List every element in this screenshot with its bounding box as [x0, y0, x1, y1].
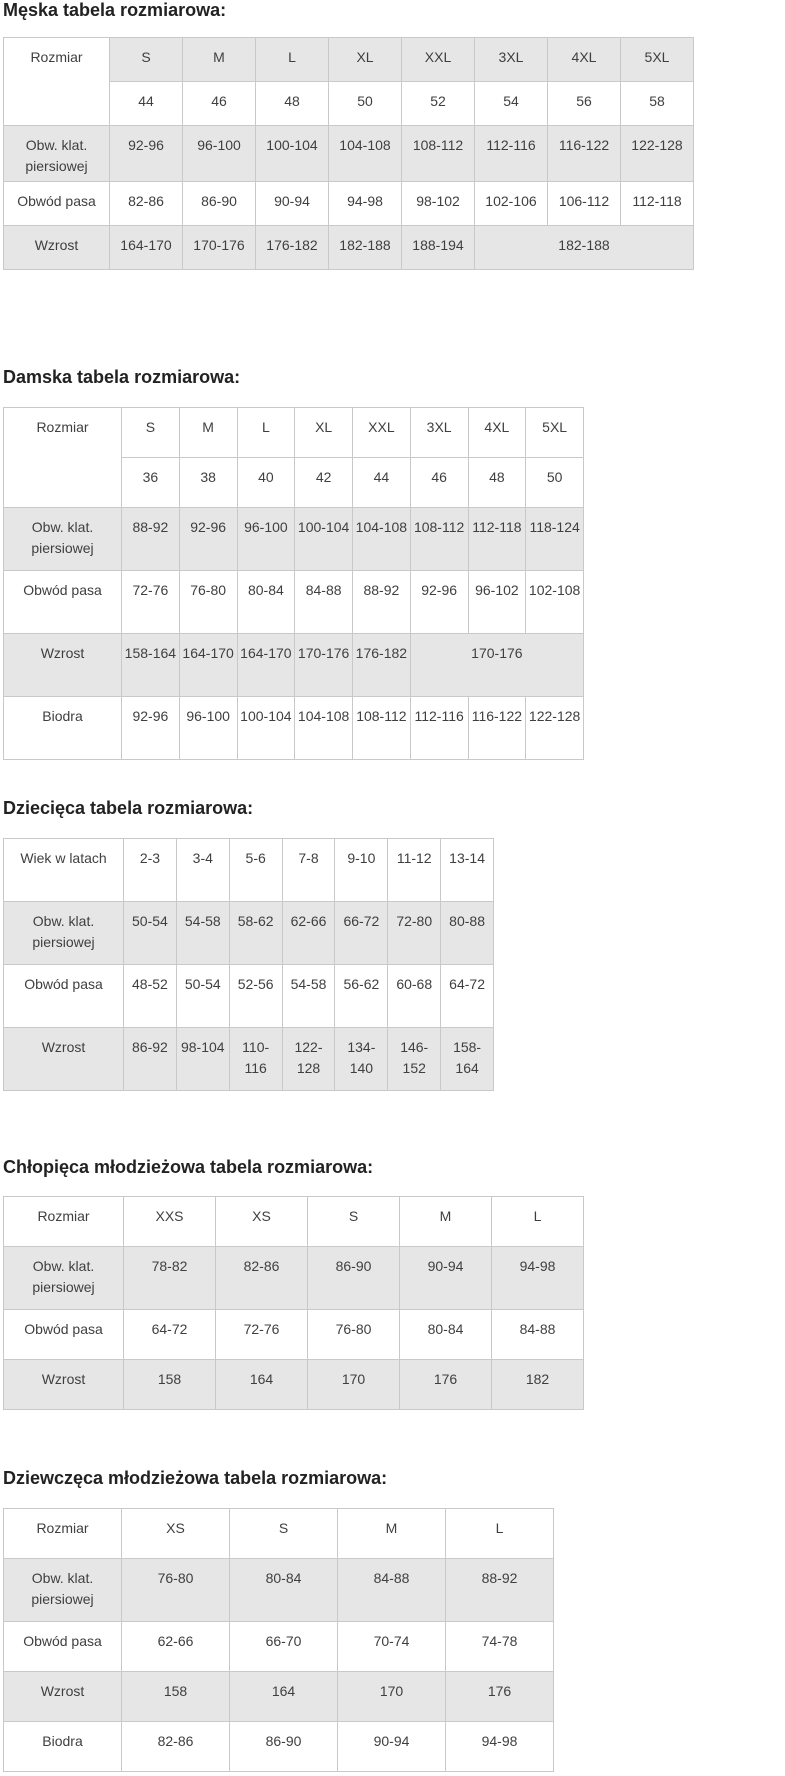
women-height-cell: 164-170	[237, 634, 295, 697]
women-hips-cell: 112-116	[410, 697, 468, 760]
kids-age-cell: 11-12	[388, 839, 441, 902]
kids-row-waist	[4, 965, 494, 1028]
men-waist-cell: 98-102	[402, 182, 475, 226]
boys-label-chest: Obw. klat. piersiowej	[4, 1247, 124, 1310]
men-waist-cell: 102-106	[475, 182, 548, 226]
girls-height-cell: 164	[230, 1672, 338, 1722]
kids-age-cell: 3-4	[176, 839, 229, 902]
women-hips-cell: 104-108	[295, 697, 353, 760]
kids-row-ages	[4, 839, 494, 902]
girls-label-height: Wzrost	[4, 1672, 122, 1722]
men-waist-cell: 90-94	[256, 182, 329, 226]
women-hips-cell: 116-122	[468, 697, 526, 760]
boys-size-table	[3, 1196, 584, 1410]
women-hips-cell: 92-96	[122, 697, 180, 760]
kids-waist-cell: 50-54	[176, 965, 229, 1028]
men-height-cell: 170-176	[183, 226, 256, 270]
girls-size-table	[3, 1508, 554, 1772]
women-size-cell: L	[237, 408, 295, 458]
boys-height-cell: 164	[216, 1360, 308, 1410]
men-size-cell: 4XL	[548, 38, 621, 82]
men-size-cell: 3XL	[475, 38, 548, 82]
girls-chest-cell: 88-92	[446, 1559, 554, 1622]
girls-height-cell: 170	[338, 1672, 446, 1722]
kids-waist-cell: 60-68	[388, 965, 441, 1028]
boys-table-title: Chłopięca młodzieżowa tabela rozmiarowa:	[3, 1157, 374, 1177]
boys-size-cell: S	[308, 1197, 400, 1247]
men-label-size: Rozmiar	[4, 38, 110, 126]
women-chest-cell: 100-104	[295, 508, 353, 571]
women-number-cell: 46	[410, 458, 468, 508]
boys-size-cell: M	[400, 1197, 492, 1247]
men-chest-cell: 100-104	[256, 126, 329, 182]
women-waist-cell: 102-108	[526, 571, 584, 634]
women-hips-cell: 108-112	[353, 697, 411, 760]
kids-chest-cell: 50-54	[124, 902, 177, 965]
women-label-hips: Biodra	[4, 697, 122, 760]
women-waist-cell: 88-92	[353, 571, 411, 634]
men-chest-cell: 92-96	[110, 126, 183, 182]
women-row-waist	[4, 571, 584, 634]
boys-row-height	[4, 1360, 584, 1410]
women-label-chest: Obw. klat. piersiowej	[4, 508, 122, 571]
boys-row-waist	[4, 1310, 584, 1360]
kids-waist-cell: 54-58	[282, 965, 335, 1028]
girls-waist-cell: 70-74	[338, 1622, 446, 1672]
boys-row-sizes	[4, 1197, 584, 1247]
women-chest-cell: 112-118	[468, 508, 526, 571]
women-height-cell: 164-170	[179, 634, 237, 697]
girls-waist-cell: 74-78	[446, 1622, 554, 1672]
women-height-cell: 158-164	[122, 634, 180, 697]
women-waist-cell: 92-96	[410, 571, 468, 634]
women-size-table	[3, 407, 584, 760]
boys-height-cell: 182	[492, 1360, 584, 1410]
men-height-cell: 176-182	[256, 226, 329, 270]
men-size-table	[3, 37, 694, 270]
women-size-cell: M	[179, 408, 237, 458]
women-hips-cell: 96-100	[179, 697, 237, 760]
men-label-height: Wzrost	[4, 226, 110, 270]
kids-waist-cell: 56-62	[335, 965, 388, 1028]
men-waist-cell: 86-90	[183, 182, 256, 226]
girls-row-height	[4, 1672, 554, 1722]
women-waist-cell: 76-80	[179, 571, 237, 634]
women-label-size: Rozmiar	[4, 408, 122, 508]
boys-size-cell: L	[492, 1197, 584, 1247]
girls-size-cell: M	[338, 1509, 446, 1559]
girls-chest-cell: 80-84	[230, 1559, 338, 1622]
kids-table-title: Dziecięca tabela rozmiarowa:	[3, 798, 254, 818]
kids-chest-cell: 72-80	[388, 902, 441, 965]
kids-chest-cell: 66-72	[335, 902, 388, 965]
women-chest-cell: 104-108	[353, 508, 411, 571]
men-number-cell: 50	[329, 82, 402, 126]
women-size-cell: 3XL	[410, 408, 468, 458]
men-size-cell: XXL	[402, 38, 475, 82]
women-number-cell: 50	[526, 458, 584, 508]
girls-hips-cell: 82-86	[122, 1722, 230, 1772]
kids-height-cell: 110-116	[229, 1028, 282, 1091]
women-waist-cell: 96-102	[468, 571, 526, 634]
men-table-title: Męska tabela rozmiarowa:	[3, 0, 227, 20]
women-table-title: Damska tabela rozmiarowa:	[3, 367, 241, 387]
girls-size-cell: XS	[122, 1509, 230, 1559]
boys-waist-cell: 84-88	[492, 1310, 584, 1360]
boys-height-cell: 170	[308, 1360, 400, 1410]
kids-chest-cell: 54-58	[176, 902, 229, 965]
boys-chest-cell: 86-90	[308, 1247, 400, 1310]
men-chest-cell: 108-112	[402, 126, 475, 182]
women-size-cell: S	[122, 408, 180, 458]
men-label-waist: Obwód pasa	[4, 182, 110, 226]
boys-chest-cell: 82-86	[216, 1247, 308, 1310]
girls-label-size: Rozmiar	[4, 1509, 122, 1559]
girls-hips-cell: 90-94	[338, 1722, 446, 1772]
men-row-chest	[4, 126, 694, 182]
girls-row-sizes	[4, 1509, 554, 1559]
men-number-cell: 46	[183, 82, 256, 126]
kids-height-cell: 86-92	[124, 1028, 177, 1091]
men-row-sizes	[4, 38, 694, 82]
girls-hips-cell: 86-90	[230, 1722, 338, 1772]
men-size-cell: 5XL	[621, 38, 694, 82]
kids-age-cell: 13-14	[441, 839, 494, 902]
boys-waist-cell: 72-76	[216, 1310, 308, 1360]
boys-waist-cell: 64-72	[124, 1310, 216, 1360]
women-number-cell: 36	[122, 458, 180, 508]
kids-chest-cell: 58-62	[229, 902, 282, 965]
boys-chest-cell: 90-94	[400, 1247, 492, 1310]
women-waist-cell: 80-84	[237, 571, 295, 634]
women-waist-cell: 84-88	[295, 571, 353, 634]
women-hips-cell: 122-128	[526, 697, 584, 760]
women-size-cell: XXL	[353, 408, 411, 458]
kids-label-chest: Obw. klat. piersiowej	[4, 902, 124, 965]
girls-row-hips	[4, 1722, 554, 1772]
kids-waist-cell: 52-56	[229, 965, 282, 1028]
girls-height-cell: 158	[122, 1672, 230, 1722]
women-chest-cell: 92-96	[179, 508, 237, 571]
girls-height-cell: 176	[446, 1672, 554, 1722]
men-chest-cell: 116-122	[548, 126, 621, 182]
women-chest-cell: 108-112	[410, 508, 468, 571]
boys-label-size: Rozmiar	[4, 1197, 124, 1247]
girls-label-hips: Biodra	[4, 1722, 122, 1772]
kids-height-cell: 98-104	[176, 1028, 229, 1091]
men-number-cell: 44	[110, 82, 183, 126]
boys-label-waist: Obwód pasa	[4, 1310, 124, 1360]
kids-label-height: Wzrost	[4, 1028, 124, 1091]
kids-height-cell: 146-152	[388, 1028, 441, 1091]
boys-waist-cell: 76-80	[308, 1310, 400, 1360]
women-row-chest	[4, 508, 584, 571]
girls-size-cell: S	[230, 1509, 338, 1559]
women-size-cell: 4XL	[468, 408, 526, 458]
men-waist-cell: 82-86	[110, 182, 183, 226]
men-waist-cell: 106-112	[548, 182, 621, 226]
men-chest-cell: 96-100	[183, 126, 256, 182]
kids-height-cell: 158-164	[441, 1028, 494, 1091]
girls-row-chest	[4, 1559, 554, 1622]
men-height-cell: 182-188	[329, 226, 402, 270]
boys-chest-cell: 78-82	[124, 1247, 216, 1310]
men-height-merged-cell: 182-188	[475, 226, 694, 270]
women-label-waist: Obwód pasa	[4, 571, 122, 634]
girls-waist-cell: 66-70	[230, 1622, 338, 1672]
men-size-cell: L	[256, 38, 329, 82]
women-row-hips	[4, 697, 584, 760]
men-size-cell: M	[183, 38, 256, 82]
women-number-cell: 44	[353, 458, 411, 508]
women-height-merged-cell: 170-176	[410, 634, 583, 697]
men-height-cell: 164-170	[110, 226, 183, 270]
girls-size-cell: L	[446, 1509, 554, 1559]
men-size-cell: S	[110, 38, 183, 82]
men-label-chest: Obw. klat. piersiowej	[4, 126, 110, 182]
girls-waist-cell: 62-66	[122, 1622, 230, 1672]
men-waist-cell: 94-98	[329, 182, 402, 226]
men-number-cell: 58	[621, 82, 694, 126]
boys-size-cell: XS	[216, 1197, 308, 1247]
men-number-cell: 52	[402, 82, 475, 126]
women-size-cell: 5XL	[526, 408, 584, 458]
boys-chest-cell: 94-98	[492, 1247, 584, 1310]
women-number-cell: 48	[468, 458, 526, 508]
men-height-cell: 188-194	[402, 226, 475, 270]
girls-label-waist: Obwód pasa	[4, 1622, 122, 1672]
girls-table-title: Dziewczęca młodzieżowa tabela rozmiarowa:	[3, 1468, 388, 1488]
boys-waist-cell: 80-84	[400, 1310, 492, 1360]
kids-label-age: Wiek w latach	[4, 839, 124, 902]
girls-chest-cell: 84-88	[338, 1559, 446, 1622]
kids-height-cell: 122-128	[282, 1028, 335, 1091]
women-number-cell: 38	[179, 458, 237, 508]
men-chest-cell: 104-108	[329, 126, 402, 182]
kids-label-waist: Obwód pasa	[4, 965, 124, 1028]
women-number-cell: 40	[237, 458, 295, 508]
kids-row-chest	[4, 902, 494, 965]
boys-label-height: Wzrost	[4, 1360, 124, 1410]
women-height-cell: 176-182	[353, 634, 411, 697]
girls-chest-cell: 76-80	[122, 1559, 230, 1622]
kids-row-height	[4, 1028, 494, 1091]
men-chest-cell: 122-128	[621, 126, 694, 182]
women-number-cell: 42	[295, 458, 353, 508]
kids-age-cell: 7-8	[282, 839, 335, 902]
women-chest-cell: 118-124	[526, 508, 584, 571]
men-chest-cell: 112-116	[475, 126, 548, 182]
women-waist-cell: 72-76	[122, 571, 180, 634]
boys-row-chest	[4, 1247, 584, 1310]
men-number-cell: 56	[548, 82, 621, 126]
men-number-cell: 48	[256, 82, 329, 126]
men-waist-cell: 112-118	[621, 182, 694, 226]
kids-size-table	[3, 838, 494, 1091]
boys-height-cell: 158	[124, 1360, 216, 1410]
kids-chest-cell: 80-88	[441, 902, 494, 965]
men-number-cell: 54	[475, 82, 548, 126]
women-hips-cell: 100-104	[237, 697, 295, 760]
women-label-height: Wzrost	[4, 634, 122, 697]
kids-age-cell: 5-6	[229, 839, 282, 902]
women-chest-cell: 96-100	[237, 508, 295, 571]
men-row-height	[4, 226, 694, 270]
kids-chest-cell: 62-66	[282, 902, 335, 965]
boys-size-cell: XXS	[124, 1197, 216, 1247]
women-chest-cell: 88-92	[122, 508, 180, 571]
girls-row-waist	[4, 1622, 554, 1672]
women-row-height	[4, 634, 584, 697]
men-size-cell: XL	[329, 38, 402, 82]
kids-waist-cell: 48-52	[124, 965, 177, 1028]
kids-age-cell: 2-3	[124, 839, 177, 902]
kids-waist-cell: 64-72	[441, 965, 494, 1028]
kids-height-cell: 134-140	[335, 1028, 388, 1091]
girls-hips-cell: 94-98	[446, 1722, 554, 1772]
girls-label-chest: Obw. klat. piersiowej	[4, 1559, 122, 1622]
kids-age-cell: 9-10	[335, 839, 388, 902]
women-row-sizes	[4, 408, 584, 458]
men-row-waist	[4, 182, 694, 226]
women-height-cell: 170-176	[295, 634, 353, 697]
boys-height-cell: 176	[400, 1360, 492, 1410]
women-size-cell: XL	[295, 408, 353, 458]
